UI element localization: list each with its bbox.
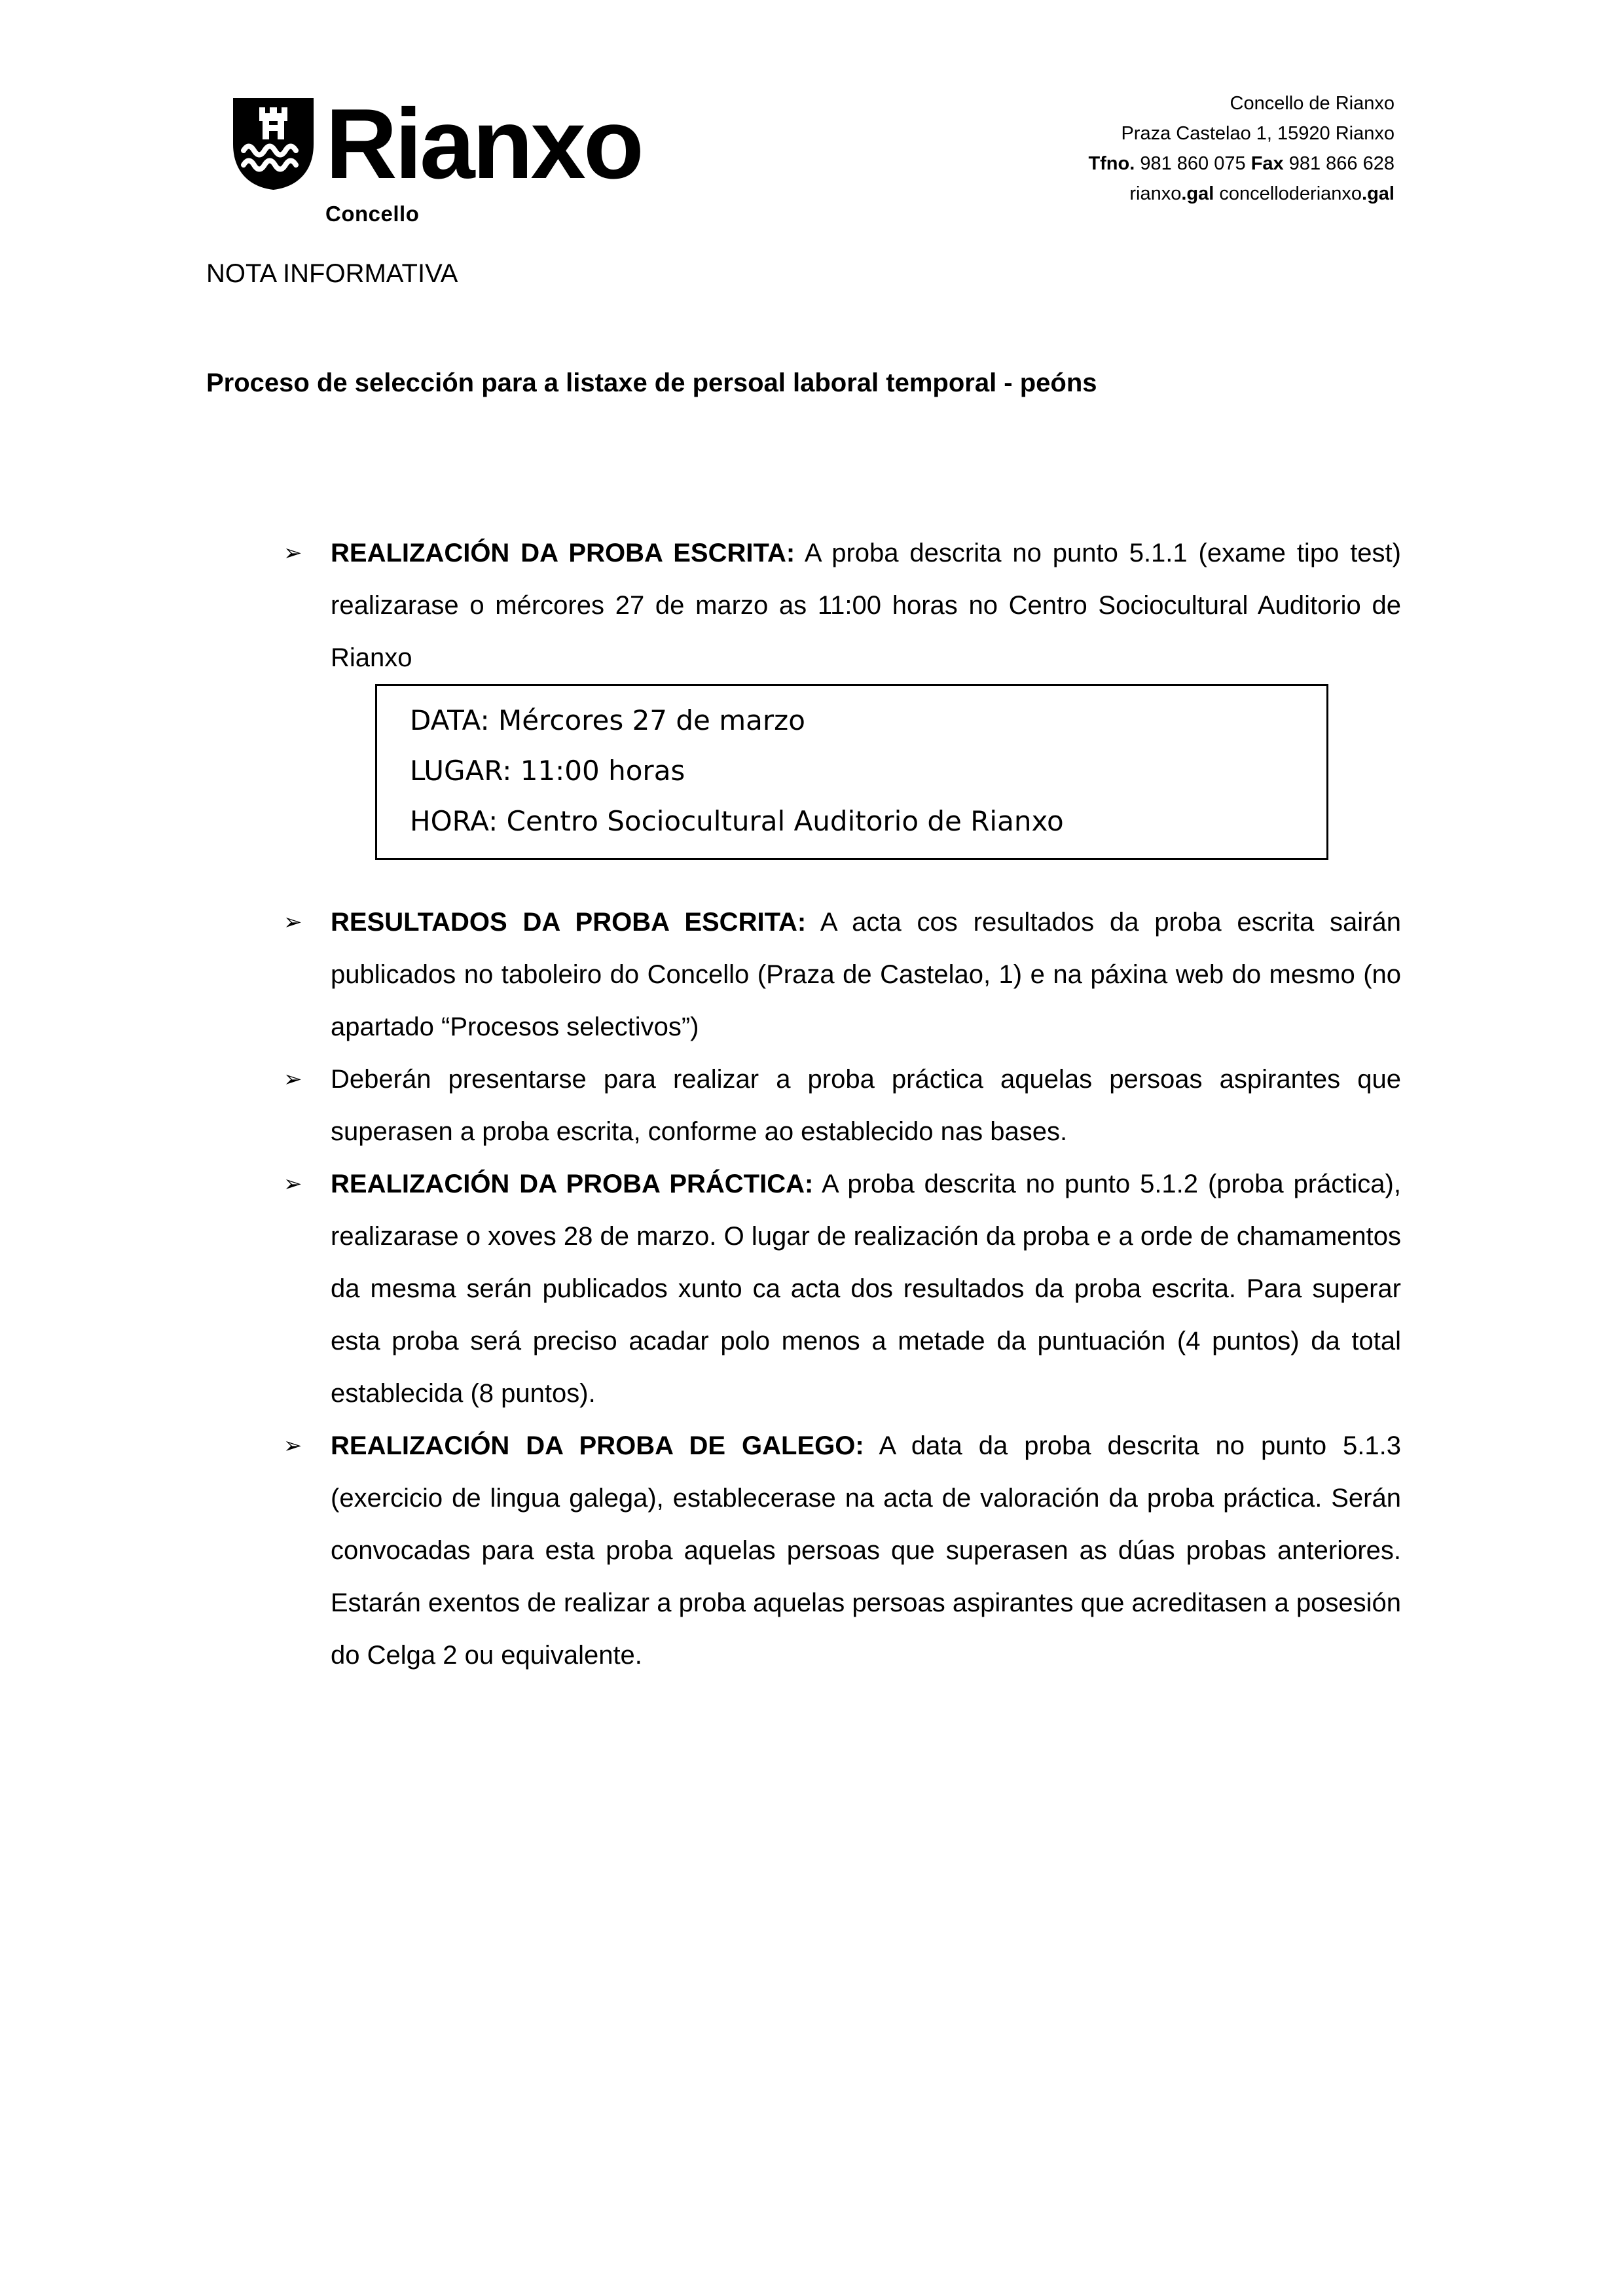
contact-block xyxy=(1088,88,1395,209)
web2-name: concelloderianxo xyxy=(1214,183,1362,204)
phone-label: Tfno. xyxy=(1088,153,1135,174)
infobox-line-hora: HORA: Centro Sociocultural Auditorio de Rianxo xyxy=(410,805,1064,837)
infobox-line-data: DATA: Mércores 27 de marzo xyxy=(410,704,805,736)
fax-label: Fax xyxy=(1250,153,1284,174)
infobox-line-lugar: LUGAR: 11:00 horas xyxy=(410,755,685,787)
bullet-text: A proba descrita no punto 5.1.2 (proba práctica), realizarase o xoves 28 de marzo. O lugar de realización da proba e a orde de chamamentos da mesma serán publicados xunto ca acta dos resultados da proba escrita. Para superar esta proba será preciso acadar polo menos a metade da puntuación (4 puntos) da total establecida (8 puntos). xyxy=(331,1170,1401,1408)
arrowhead-bullet-icon: ➢ xyxy=(283,540,302,566)
document-body xyxy=(206,259,1401,1681)
arrowhead-bullet-icon: ➢ xyxy=(283,1066,302,1092)
web1-tld: .gal xyxy=(1181,183,1214,204)
web2-tld: .gal xyxy=(1362,183,1395,204)
fax-value: 981 866 628 xyxy=(1283,153,1395,174)
bullet-lead: REALIZACIÓN DA PROBA ESCRITA: xyxy=(331,539,795,567)
list-item xyxy=(206,1158,1401,1420)
list-item xyxy=(206,1053,1401,1158)
contact-line-web xyxy=(1088,179,1395,209)
bullet-text: A proba descrita no punto 5.1.1 (exame tipo test) realizarase o mércores 27 de marzo as 11:00 horas no Centro Sociocultural Auditorio de Rianxo xyxy=(331,539,1401,672)
contact-line-phone-fax xyxy=(1088,149,1395,179)
document-kicker: NOTA INFORMATIVA xyxy=(206,259,458,288)
list-item xyxy=(206,527,1401,684)
phone-value: 981 860 075 xyxy=(1135,153,1251,174)
logo-subtitle: Concello xyxy=(325,202,420,226)
logo-wordmark: Rianxo xyxy=(325,88,642,200)
arrowhead-bullet-icon: ➢ xyxy=(283,1433,302,1459)
bullet-lead: RESULTADOS DA PROBA ESCRITA: xyxy=(331,908,807,937)
list-item xyxy=(206,1420,1401,1681)
arrowhead-bullet-icon: ➢ xyxy=(283,1171,302,1197)
bullet-text: A acta cos resultados da proba escrita sairán publicados no taboleiro do Concello (Praza de Castelao, 1) e na páxina web do mesmo (no apartado “Procesos selectivos”) xyxy=(331,908,1401,1041)
arrowhead-bullet-icon: ➢ xyxy=(283,909,302,935)
bullet-lead: REALIZACIÓN DA PROBA DE GALEGO: xyxy=(331,1431,864,1460)
bullet-list xyxy=(206,527,1401,1681)
contact-line-org: Concello de Rianxo xyxy=(1230,93,1395,114)
page-title: Proceso de selección para a listaxe de persoal laboral temporal - peóns xyxy=(206,368,1097,397)
rianxo-logo xyxy=(233,88,642,226)
exam-info-box xyxy=(375,684,1328,860)
list-item xyxy=(206,896,1401,1053)
bullet-text: A data da proba descrita no punto 5.1.3 (exercicio de lingua galega), establecerase na acta de valoración da proba práctica. Serán convocadas para esta proba aquelas persoas que superasen as dúas probas anteriores. Estarán exentos de realizar a proba aquelas persoas aspirantes que acreditasen a posesión do Celga 2 ou equivalente. xyxy=(331,1431,1402,1670)
rianxo-shield-icon xyxy=(233,98,314,190)
bullet-text: Deberán presentarse para realizar a proba práctica aquelas persoas aspirantes que superasen a proba escrita, conforme ao establecido nas bases. xyxy=(331,1065,1401,1146)
contact-line-address: Praza Castelao 1, 15920 Rianxo xyxy=(1121,123,1395,144)
bullet-lead: REALIZACIÓN DA PROBA PRÁCTICA: xyxy=(331,1170,814,1198)
web1-name: rianxo xyxy=(1129,183,1182,204)
